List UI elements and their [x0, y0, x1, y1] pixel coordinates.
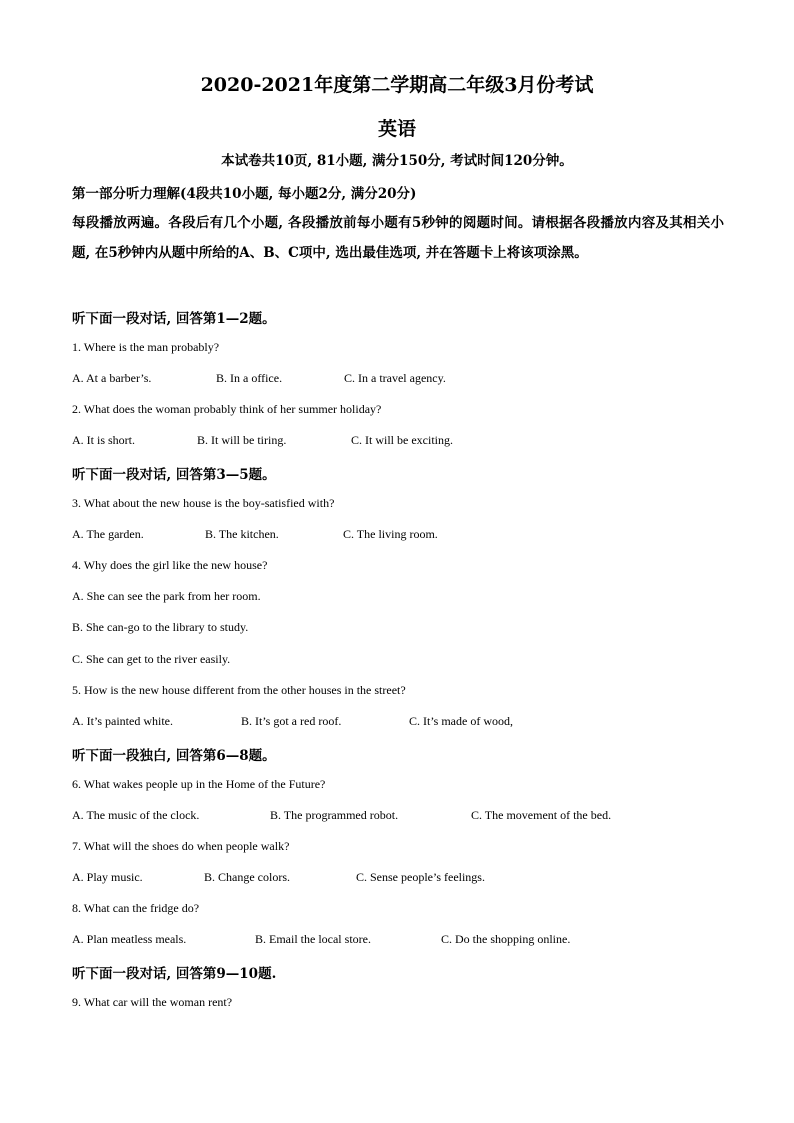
question-text: 2. What does the woman probably think of her summer holiday?: [72, 402, 382, 416]
question-text: 9. What car will the woman rent?: [72, 995, 233, 1009]
option-b: B. The programmed robot.: [270, 808, 399, 822]
exam-title: 2020-2021年度第二学期高二年级3月份考试: [200, 74, 594, 96]
option-a: A. The music of the clock.: [72, 808, 200, 822]
question-text: 5. How is the new house different from the other houses in the street?: [72, 683, 406, 697]
option-a: A. She can see the park from her room.: [72, 589, 261, 603]
option-b: B. In a office.: [216, 371, 283, 385]
question-text: 7. What will the shoes do when people walk?: [72, 839, 290, 853]
subject-title: 英语: [377, 118, 416, 140]
exam-info: 本试卷共10页, 81小题, 满分150分, 考试时间120分钟。: [221, 153, 573, 169]
option-a: A. It is short.: [72, 433, 135, 447]
option-a: A. Plan meatless meals.: [72, 932, 187, 946]
option-b: B. Email the local store.: [255, 932, 371, 946]
option-b: B. It will be tiring.: [197, 433, 287, 447]
question-text: 6. What wakes people up in the Home of the Future?: [72, 777, 326, 791]
part-heading: 第一部分听力理解(4段共10小题, 每小题2分, 满分20分): [72, 186, 417, 202]
question-text: 3. What about the new house is the boy-satisfied with?: [72, 496, 335, 510]
option-b: B. Change colors.: [204, 870, 290, 884]
option-c: C. The movement of the bed.: [471, 808, 612, 822]
option-c: C. Sense people’s feelings.: [356, 870, 485, 884]
option-a: A. Play music.: [72, 870, 143, 884]
instructions: 每段播放两遍。各段后有几个小题, 各段播放前每小题有5秒钟的阅题时间。请根据各段播放内容及其相关小题, 在5秒钟内从题中所给的A、B、C项中, 选出最佳选项, 并在答题卡上将该项涂黑。: [72, 215, 724, 261]
option-c: C. It will be exciting.: [351, 433, 453, 447]
section-heading: 听下面一段对话, 回答第1—2题。: [72, 311, 276, 327]
option-a: A. The garden.: [72, 527, 144, 541]
section-heading: 听下面一段对话, 回答第3—5题。: [72, 467, 276, 483]
option-a: A. It’s painted white.: [72, 714, 173, 728]
option-b: B. It’s got a red roof.: [241, 714, 342, 728]
question-text: 4. Why does the girl like the new house?: [72, 558, 268, 572]
section-heading: 听下面一段独白, 回答第6—8题。: [72, 748, 276, 764]
question-text: 1. Where is the man probably?: [72, 340, 220, 354]
option-c: C. In a travel agency.: [344, 371, 446, 385]
section-heading: 听下面一段对话, 回答第9—10题.: [72, 966, 277, 982]
option-b: B. The kitchen.: [205, 527, 279, 541]
option-c: C. Do the shopping online.: [441, 932, 571, 946]
question-text: 8. What can the fridge do?: [72, 901, 200, 915]
option-c: C. She can get to the river easily.: [72, 652, 231, 666]
option-c: C. The living room.: [343, 527, 438, 541]
option-b: B. She can-go to the library to study.: [72, 620, 249, 634]
option-a: A. At a barber’s.: [72, 371, 152, 385]
option-c: C. It’s made of wood,: [409, 714, 513, 728]
